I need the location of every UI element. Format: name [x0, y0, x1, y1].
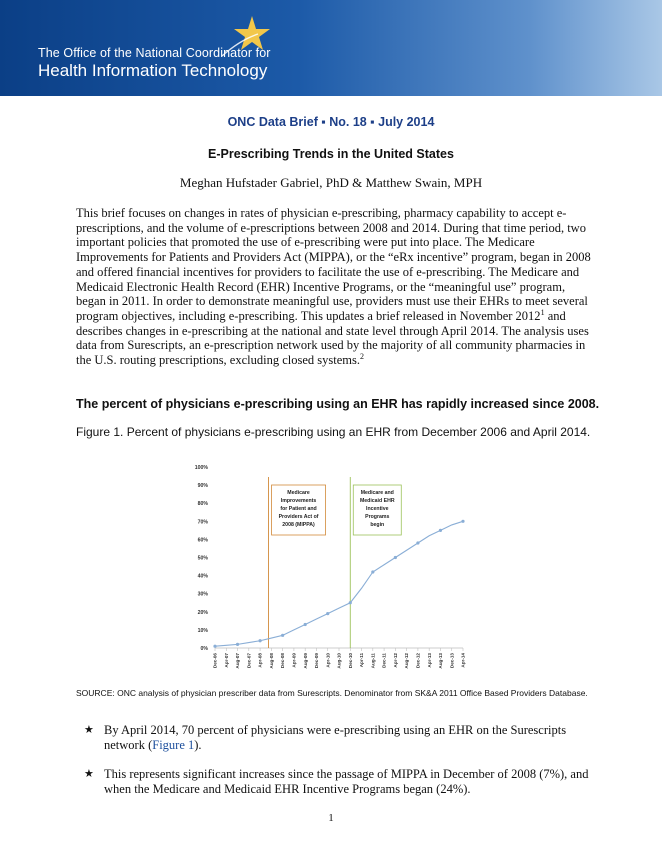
data-point	[304, 623, 307, 626]
x-tick-label: Dec-10	[347, 653, 353, 669]
y-tick-label: 50%	[197, 555, 208, 562]
footnote-ref-2[interactable]: 2	[360, 351, 364, 361]
y-tick-label: 10%	[197, 627, 208, 634]
x-tick-label: Dec-07	[246, 653, 252, 669]
annotation-text: Medicare and	[360, 490, 394, 496]
data-point	[326, 612, 329, 615]
x-tick-label: Apr-07	[223, 653, 229, 668]
x-tick-label: Apr-09	[291, 653, 297, 668]
y-tick-label: 90%	[197, 483, 208, 490]
annotation-text: Medicaid EHR	[359, 498, 395, 504]
intro-text-part2: and describes changes in e-prescribing at the national and state level through April 2014. The analysis uses data from Surescripts, an e-prescription network used by the majority of all community pharmacies in the U.S. routing prescriptions, excluding closed systems.	[76, 308, 589, 368]
brief-identifier: ONC Data Brief ▪ No. 18 ▪ July 2014	[227, 115, 435, 129]
header-banner	[0, 0, 662, 96]
y-tick-label: 0%	[200, 646, 208, 652]
y-tick-label: 80%	[197, 501, 208, 508]
x-tick-label: Dec-12	[415, 653, 421, 669]
bullet-text: By April 2014, 70 percent of physicians were e-prescribing using an EHR on the Surescripts network (	[104, 723, 567, 752]
bullet-text-end: ).	[194, 738, 202, 752]
x-tick-label: Apr-14	[460, 653, 466, 668]
footnote-ref-1[interactable]: 1	[540, 307, 545, 317]
x-tick-label: Aug-11	[370, 653, 376, 669]
y-tick-label: 60%	[197, 537, 208, 544]
figure-caption: Figure 1. Percent of physicians e-prescribing using an EHR from December 2006 and April 2014.	[76, 425, 591, 439]
bullet-text: This represents significant increases since the passage of MIPPA in December of 2008 (7%), and when the Medicare and Medicaid EHR Incentive Programs began (24%).	[104, 767, 589, 796]
x-tick-label: Apr-13	[426, 653, 432, 668]
x-tick-label: Aug-13	[438, 653, 444, 669]
org-name-line2: Health Information Technology	[38, 61, 268, 80]
section-heading: The percent of physicians e-prescribing using an EHR has rapidly increased since 2008.	[76, 397, 600, 411]
x-tick-label: Aug-08	[268, 653, 274, 669]
x-tick-label: Aug-12	[404, 653, 410, 669]
data-point	[439, 529, 442, 532]
annotation-text: for Patient and	[280, 506, 317, 512]
annotation-text: Programs	[365, 514, 390, 520]
x-tick-label: Dec-13	[449, 653, 455, 669]
data-point	[416, 541, 419, 544]
annotation-text: begin	[370, 522, 385, 528]
y-tick-label: 70%	[197, 519, 208, 526]
series-line	[215, 521, 463, 646]
data-point	[371, 570, 374, 573]
x-tick-label: Aug-07	[235, 653, 241, 669]
intro-text-part1: This brief focuses on changes in rates of physician e-prescribing, pharmacy capability to accept e-prescriptions, and the volume of e-prescriptions between 2008 and 2014. During that time period, two important policies that promoted the use of e-prescribing were put into place. The Medicare Improvements for Patients and Providers Act (MIPPA), or the “eRx incentive” program, began in 2008 and offered financial incentives for providers to facilitate the use of e-prescribing. The Medicare and Medicaid Electronic Health Record (EHR) Incentive Programs, or the “meaningful use” program, began in 2011. In order to demonstrate meaningful use, providers must use their EHRs to meet several program objectives, including e-prescribing. This updates a brief released in November 2012	[76, 206, 591, 323]
x-tick-label: Dec-08	[280, 653, 286, 669]
y-tick-label: 100%	[194, 465, 208, 471]
x-tick-label: Aug-09	[302, 653, 308, 669]
y-tick-label: 30%	[197, 591, 208, 598]
source-note: SOURCE: ONC analysis of physician prescriber data from Surescripts. Denominator from SK&A 2011 Office Based Providers Database.	[76, 688, 588, 698]
annotation-text: Improvements	[280, 498, 317, 504]
data-point	[258, 639, 261, 642]
y-tick-label: 20%	[197, 609, 208, 616]
bullet-star-icon: ★	[84, 768, 94, 780]
data-point	[281, 634, 284, 637]
data-point	[213, 645, 216, 648]
x-tick-label: Apr-12	[392, 653, 398, 668]
x-tick-label: Apr-11	[359, 653, 365, 668]
org-name-line1: The Office of the National Coordinator for	[38, 46, 271, 60]
data-point	[236, 643, 239, 646]
page-number: 1	[328, 812, 334, 824]
annotation-text: 2008 (MIPPA)	[282, 522, 315, 528]
x-tick-label: Dec-11	[381, 653, 387, 668]
x-tick-label: Dec-09	[314, 653, 320, 669]
page-title: E-Prescribing Trends in the United States	[208, 147, 454, 161]
data-point	[349, 601, 352, 604]
x-tick-label: Dec-06	[212, 653, 218, 669]
bullet-star-icon: ★	[84, 724, 94, 736]
annotation-text: Incentive	[366, 506, 389, 512]
annotation-text: Medicare	[287, 490, 310, 496]
authors: Meghan Hufstader Gabriel, PhD & Matthew Swain, MPH	[179, 175, 483, 190]
x-tick-label: Apr-08	[257, 653, 263, 668]
figure-1-link[interactable]: Figure 1	[152, 738, 195, 752]
y-tick-label: 40%	[197, 573, 208, 580]
figure1-line-chart	[160, 455, 490, 683]
annotation-text: Providers Act of	[278, 514, 319, 520]
x-tick-label: Aug-10	[336, 653, 342, 669]
data-point	[394, 556, 397, 559]
data-point	[461, 520, 464, 523]
intro-paragraph	[76, 206, 596, 368]
x-tick-label: Apr-10	[325, 653, 331, 668]
